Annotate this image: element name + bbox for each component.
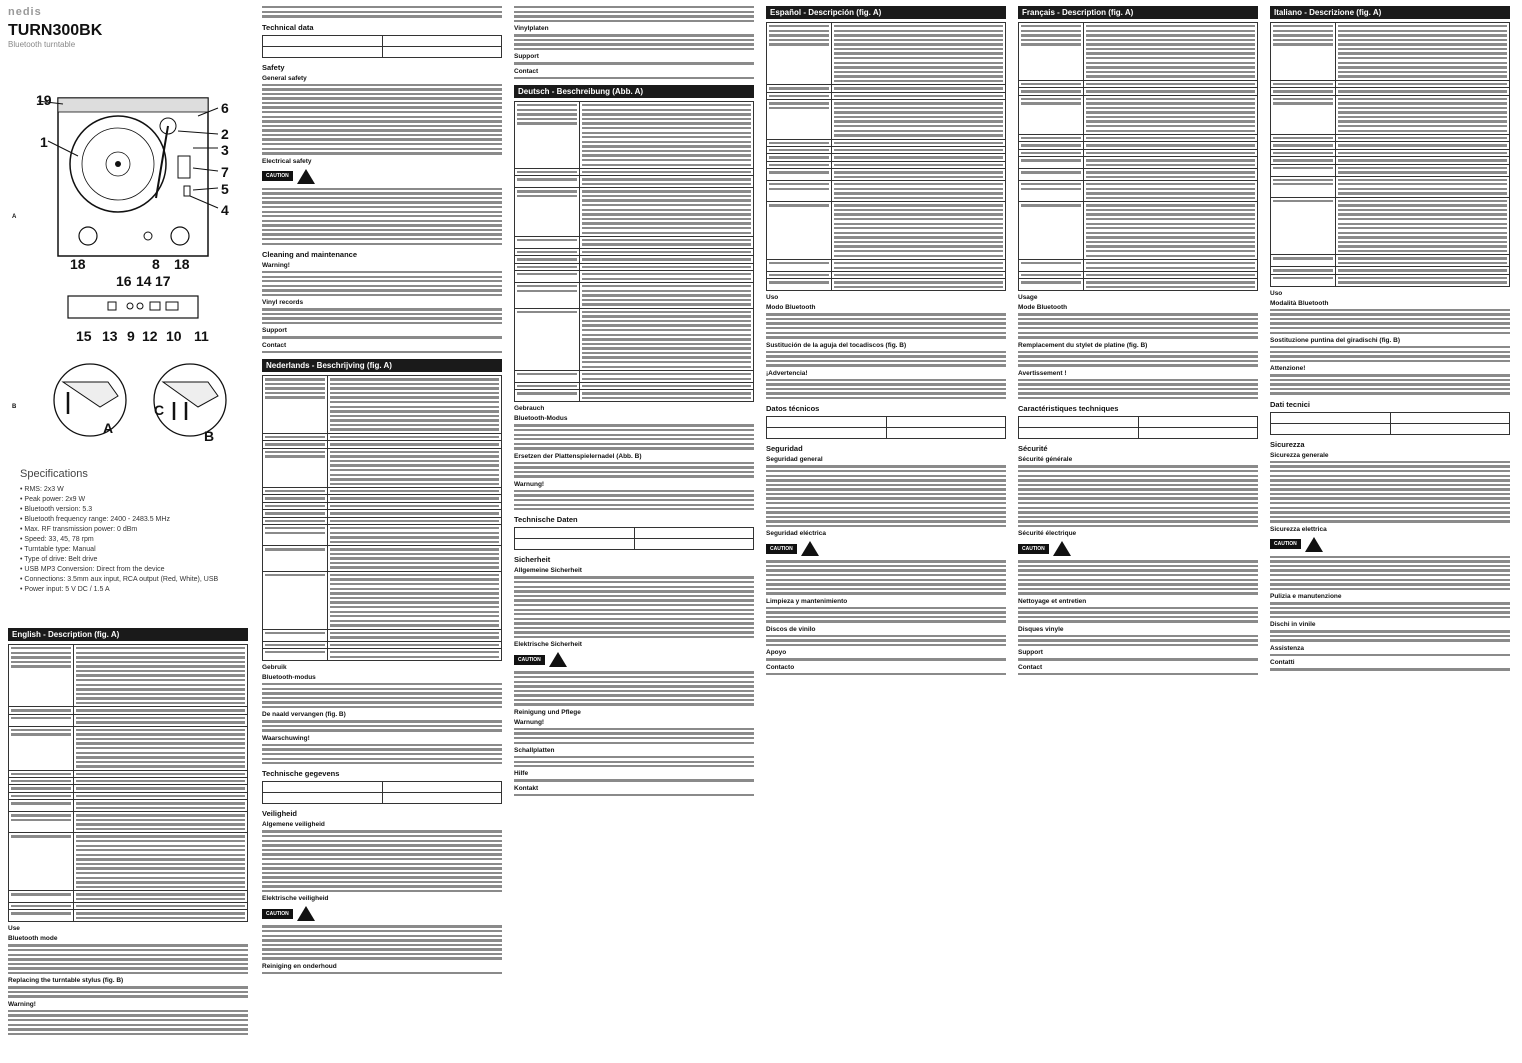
warning-triangle-icon — [549, 652, 567, 667]
kontakt-heading: Kontakt — [514, 784, 539, 792]
dutch-description-table — [262, 375, 502, 661]
french-description-table — [1018, 22, 1258, 291]
callout-1: 1 — [40, 134, 48, 150]
spec-item: • Connections: 3.5mm aux input, RCA output (Red, White), USB — [20, 576, 248, 583]
hilfe-heading: Hilfe — [514, 770, 529, 778]
italian-description-table — [1270, 22, 1510, 287]
callout-8: 8 — [152, 256, 160, 272]
schallplatten-heading: Schallplatten — [514, 746, 555, 754]
callout-14: 14 — [136, 273, 152, 289]
alg-veiligheid-heading: Algemene veiligheid — [262, 821, 325, 829]
callout-5: 5 — [221, 181, 229, 197]
reiniging-heading: Reiniging en onderhoud — [262, 962, 337, 970]
allg-sicherheit-heading: Allgemeine Sicherheit — [514, 567, 582, 575]
contact-fr-heading: Contact — [1018, 663, 1043, 671]
column-6 — [1270, 6, 1510, 1058]
caution-label: CAUTION — [262, 909, 293, 919]
seg-electrica-heading: Seguridad eléctrica — [766, 530, 826, 538]
callout-7: 7 — [221, 164, 229, 180]
callout-2: 2 — [221, 126, 229, 142]
figure-b-label: B — [12, 404, 17, 410]
datos-table — [766, 416, 1006, 439]
vinyl-heading: Vinyl records — [262, 299, 304, 307]
german-heading: Deutsch - Beschreibung (Abb. A) — [514, 85, 754, 98]
reinigung-heading: Reinigung und Pflege — [514, 708, 581, 716]
sostituzione-heading: Sostituzione puntina del giradischi (fig. B) — [1270, 336, 1400, 344]
callout-6: 6 — [221, 100, 229, 116]
contacto-heading: Contacto — [766, 663, 795, 671]
bluetooth-modus-de-heading: Bluetooth-Modus — [514, 415, 568, 423]
contatti-heading: Contatti — [1270, 659, 1295, 667]
dischi-heading: Dischi in vinile — [1270, 621, 1316, 629]
apoyo-heading: Apoyo — [766, 649, 787, 657]
bluetooth-mode-heading: Bluetooth mode — [8, 935, 58, 943]
seg-general-heading: Seguridad general — [766, 456, 823, 464]
caution-label: CAUTION — [1018, 544, 1049, 554]
italian-heading: Italiano - Descrizione (fig. A) — [1270, 6, 1510, 19]
callout-11: 11 — [194, 328, 209, 344]
contact-nl-heading: Contact — [514, 67, 539, 75]
callout-3: 3 — [221, 142, 229, 158]
sic-generale-heading: Sicurezza generale — [1270, 451, 1329, 459]
seguridad-heading: Seguridad — [766, 444, 803, 454]
callout-15: 15 — [76, 328, 92, 344]
tech-de-table — [514, 527, 754, 550]
usage-heading: Usage — [1018, 294, 1038, 302]
uso-heading: Uso — [766, 294, 779, 302]
stylus-heading: Replacing the turntable stylus (fig. B) — [8, 977, 124, 985]
german-description-table — [514, 101, 754, 402]
elek-veiligheid-heading: Elektrische veiligheid — [262, 895, 329, 903]
callout-10: 10 — [166, 328, 182, 344]
callout-17: 17 — [155, 273, 171, 289]
callout-9: 9 — [127, 328, 135, 344]
column-1 — [8, 6, 248, 1058]
specifications-title: Specifications — [20, 468, 88, 480]
warning-triangle-icon — [297, 906, 315, 921]
mode-bluetooth-heading: Mode Bluetooth — [1018, 304, 1068, 312]
technical-data-table — [262, 35, 502, 58]
callout-19: 19 — [36, 92, 52, 108]
sec-electrique-heading: Sécurité électrique — [1018, 530, 1077, 538]
column-4 — [766, 6, 1006, 1058]
use-heading: Use — [8, 925, 20, 933]
caution-label: CAUTION — [262, 171, 293, 181]
callout-4: 4 — [221, 202, 229, 218]
dutch-section — [262, 359, 502, 974]
caution-label: CAUTION — [766, 544, 797, 554]
sic-elettrica-heading: Sicurezza elettrica — [1270, 525, 1327, 533]
spec-item: • Power input: 5 V DC / 1.5 A — [20, 586, 248, 593]
modo-bluetooth-heading: Modo Bluetooth — [766, 304, 816, 312]
caution-label: CAUTION — [1270, 539, 1301, 549]
discos-heading: Discos de vinilo — [766, 625, 816, 633]
sec-generale-heading: Sécurité générale — [1018, 456, 1073, 464]
caution-label: CAUTION — [514, 655, 545, 665]
tech-nl-heading: Technische gegevens — [262, 769, 340, 779]
nettoyage-heading: Nettoyage et entretien — [1018, 597, 1087, 605]
figure-a-label: A — [12, 214, 17, 220]
pulizia-heading: Pulizia e manutenzione — [1270, 593, 1342, 601]
carac-heading: Caractéristiques techniques — [1018, 404, 1119, 414]
warning-heading: Warning! — [8, 1000, 36, 1008]
spanish-heading: Español - Descripción (fig. A) — [766, 6, 1006, 19]
modalita-bluetooth-heading: Modalità Bluetooth — [1270, 299, 1329, 307]
waarschuwing-heading: Waarschuwing! — [262, 734, 310, 742]
english-heading: English - Description (fig. A) — [8, 628, 248, 641]
warning-triangle-icon — [801, 541, 819, 556]
remplacement-heading: Remplacement du stylet de platine (fig. B) — [1018, 341, 1148, 349]
model-subtitle: Bluetooth turntable — [8, 40, 76, 49]
veiligheid-heading: Veiligheid — [262, 809, 298, 819]
attenzione-heading: Attenzione! — [1270, 365, 1306, 373]
callout-16: 16 — [116, 273, 132, 289]
vinylplaten-heading: Vinylplaten — [514, 25, 549, 33]
sicurezza-heading: Sicurezza — [1270, 439, 1305, 449]
electrical-safety-heading: Electrical safety — [262, 157, 312, 165]
naald-heading: De naald vervangen (fig. B) — [262, 711, 346, 719]
english-description-table — [8, 644, 248, 922]
carac-table — [1018, 416, 1258, 439]
callout-b-c: C — [154, 402, 165, 418]
securite-heading: Sécurité — [1018, 444, 1048, 454]
callout-b-a: A — [103, 420, 114, 436]
warning-triangle-icon — [297, 169, 315, 184]
figure-a-turntable-top — [8, 86, 248, 286]
support-fr-heading: Support — [1018, 649, 1043, 657]
avertissement-heading: Avertissement ! — [1018, 369, 1067, 377]
warnung-heading: Warnung! — [514, 480, 545, 488]
column-2 — [262, 6, 502, 1058]
warning2-heading: Warning! — [262, 261, 290, 269]
german-section — [514, 85, 754, 796]
bluetooth-modus-heading: Bluetooth-modus — [262, 673, 316, 681]
ersetzen-heading: Ersetzen der Plattenspielernadel (Abb. B) — [514, 452, 642, 460]
callout-b-b: B — [204, 428, 215, 444]
spec-item: • Bluetooth frequency range: 2400 - 2483.5 MHz — [20, 516, 248, 523]
cleaning-heading: Cleaning and maintenance — [262, 249, 358, 259]
english-section — [8, 628, 248, 1035]
callout-13: 13 — [102, 328, 118, 344]
spec-item: • RMS: 2x3 W — [20, 486, 248, 493]
dutch-heading: Nederlands - Beschrijving (fig. A) — [262, 359, 502, 372]
technical-data-heading: Technical data — [262, 22, 314, 32]
spec-item: • Max. RF transmission power: 0 dBm — [20, 526, 248, 533]
support-nl-heading: Support — [514, 53, 539, 61]
spec-item: • Bluetooth version: 5.3 — [20, 506, 248, 513]
warnung2-heading: Warnung! — [514, 718, 545, 726]
specifications — [20, 468, 248, 596]
dati-heading: Dati tecnici — [1270, 399, 1311, 409]
elek-sicherheit-heading: Elektrische Sicherheit — [514, 641, 582, 649]
column-3 — [514, 6, 754, 1058]
sicherheit-heading: Sicherheit — [514, 555, 551, 565]
spec-item: • Peak power: 2x9 W — [20, 496, 248, 503]
support-heading: Support — [262, 327, 287, 335]
callout-18-left: 18 — [70, 256, 86, 272]
warning-triangle-icon — [1305, 537, 1323, 552]
model-title: TURN300BK — [8, 22, 103, 39]
gebruik-heading: Gebruik — [262, 663, 287, 671]
safety-heading: Safety — [262, 62, 285, 72]
sustitucion-heading: Sustitución de la aguja del tocadiscos (fig. B) — [766, 341, 907, 349]
dati-table — [1270, 412, 1510, 435]
assistenza-heading: Assistenza — [1270, 644, 1304, 652]
callout-18-right: 18 — [174, 256, 190, 272]
spec-item: • USB MP3 Conversion: Direct from the device — [20, 566, 248, 573]
callout-12: 12 — [142, 328, 158, 344]
datos-heading: Datos técnicos — [766, 404, 820, 414]
advertencia-heading: ¡Advertencia! — [766, 369, 808, 377]
tech-de-heading: Technische Daten — [514, 515, 578, 525]
french-heading: Français - Description (fig. A) — [1018, 6, 1258, 19]
disques-heading: Disques vinyle — [1018, 625, 1064, 633]
contact-heading: Contact — [262, 341, 287, 349]
spec-item: • Turntable type: Manual — [20, 546, 248, 553]
spec-item: • Speed: 33, 45, 78 rpm — [20, 536, 248, 543]
warning-triangle-icon — [1053, 541, 1071, 556]
uso-it-heading: Uso — [1270, 289, 1283, 297]
gebrauch-heading: Gebrauch — [514, 405, 545, 413]
brand-logo: nedis — [8, 6, 42, 18]
limpieza-heading: Limpieza y mantenimiento — [766, 597, 848, 605]
figure-a-rear-panel — [8, 288, 248, 328]
spanish-description-table — [766, 22, 1006, 291]
tech-nl-table — [262, 781, 502, 804]
spec-item: • Type of drive: Belt drive — [20, 556, 248, 563]
column-5 — [1018, 6, 1258, 1058]
general-safety-heading: General safety — [262, 74, 307, 82]
